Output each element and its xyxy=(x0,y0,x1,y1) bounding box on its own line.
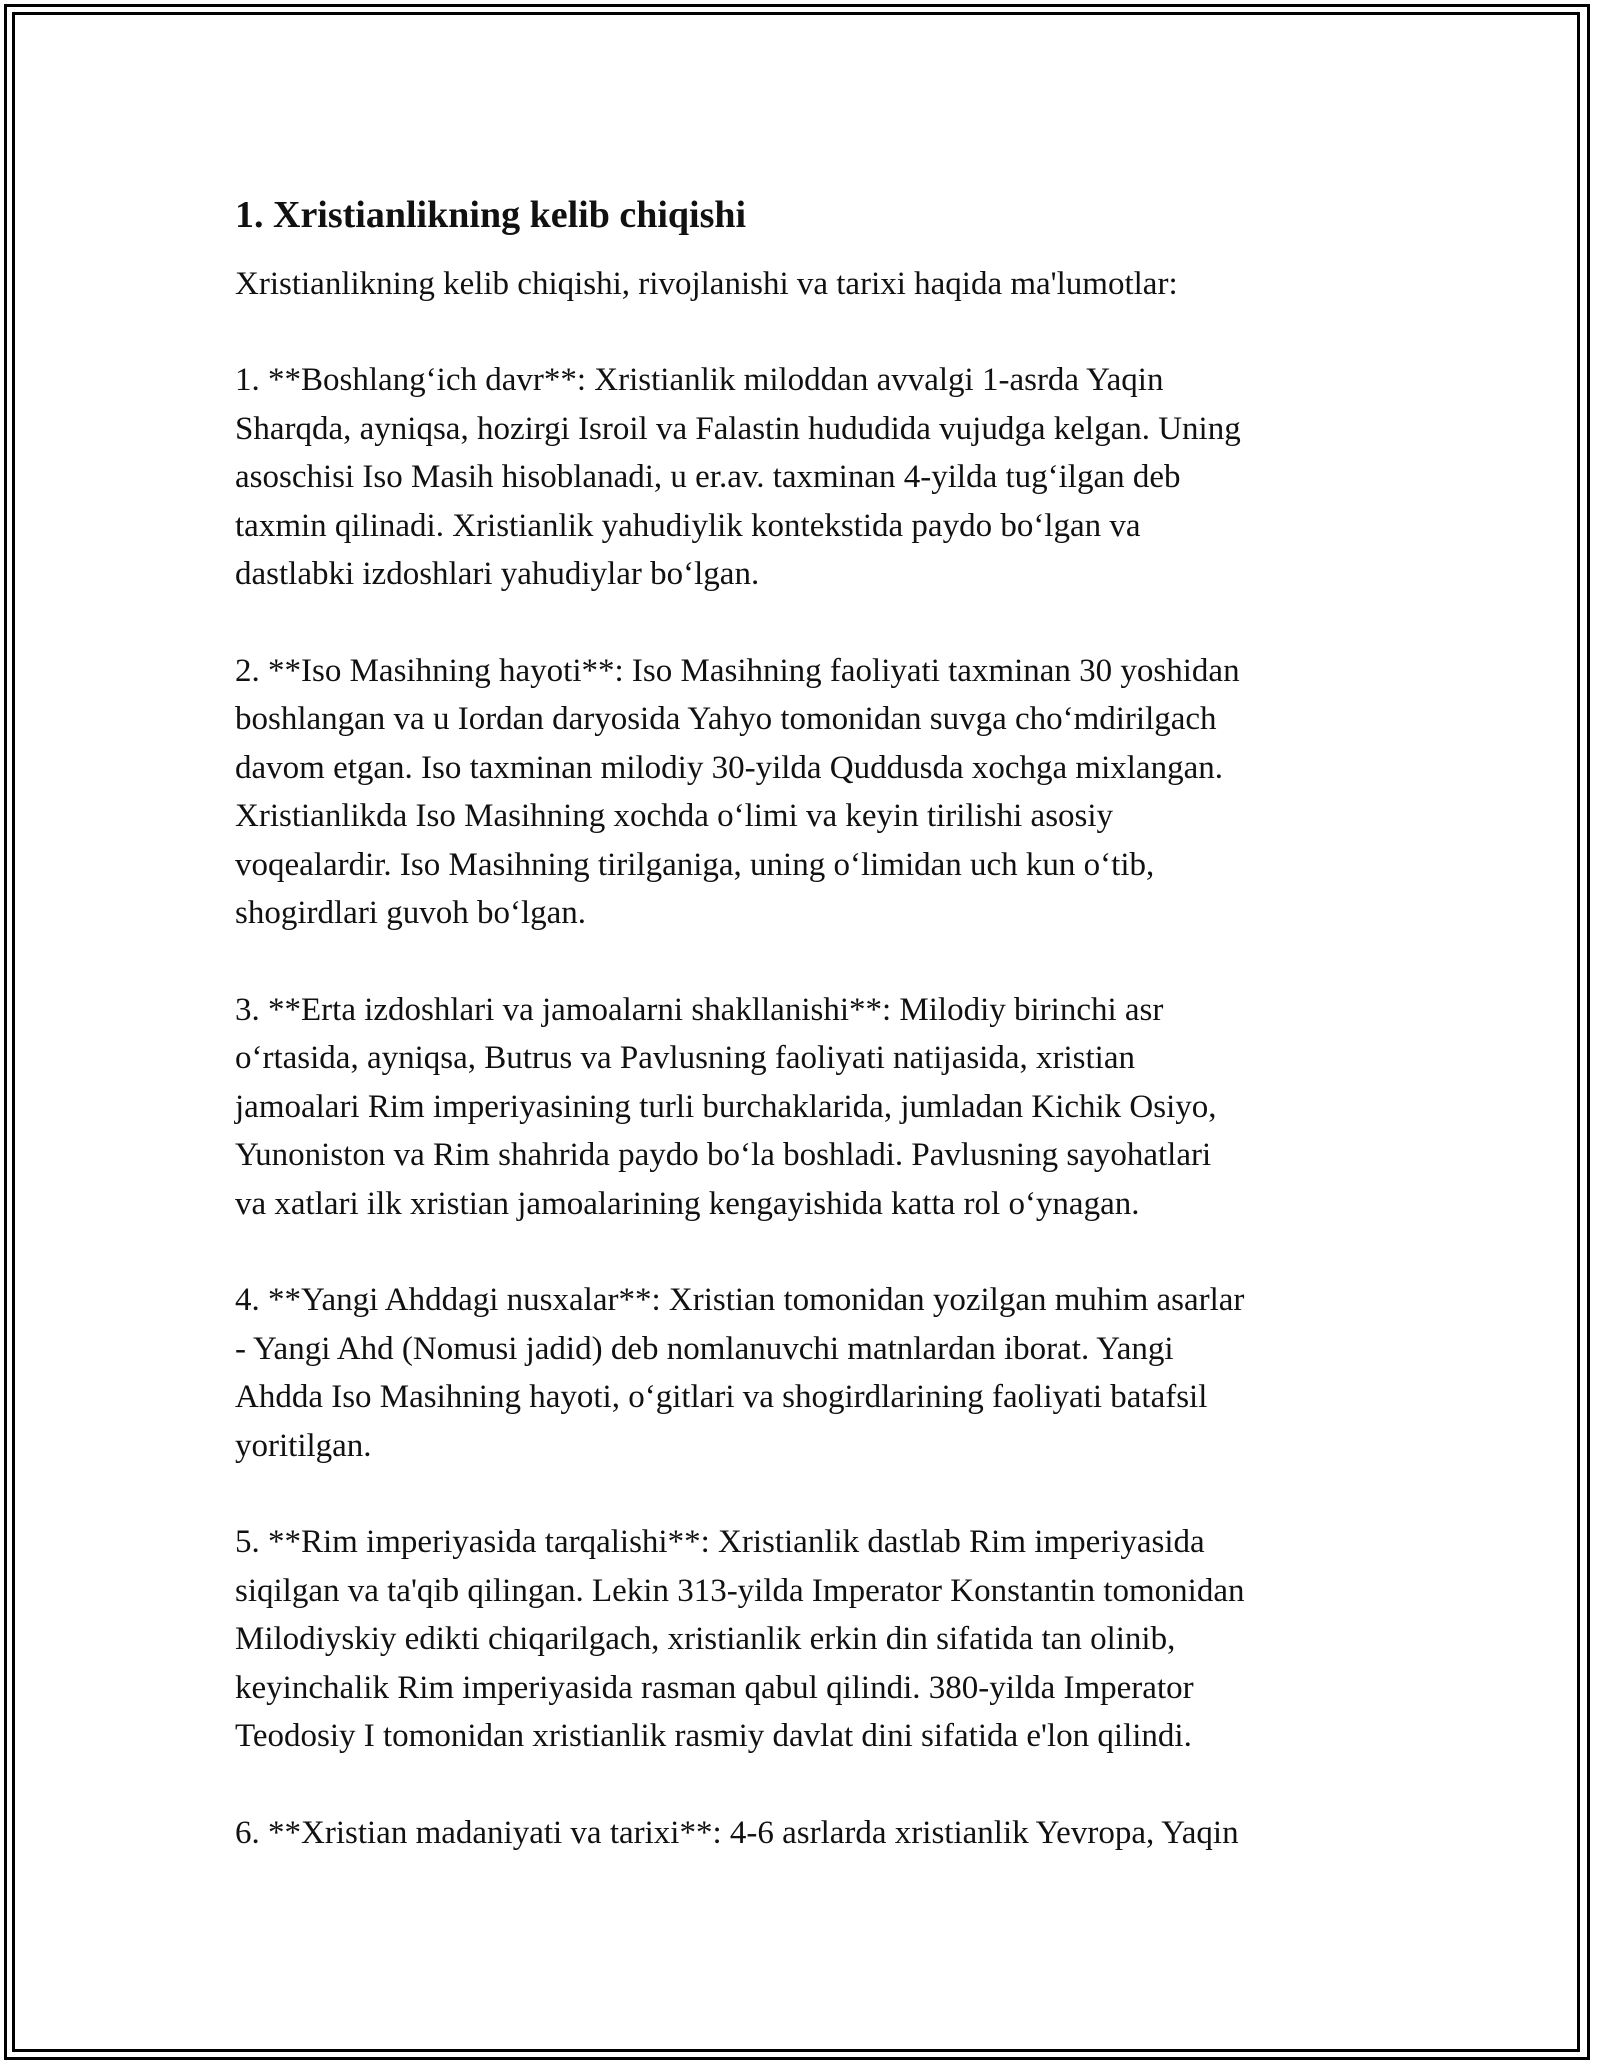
text-line: jamoalari Rim imperiyasining turli burchaklarida, jumladan Kichik Osiyo, xyxy=(235,1088,1217,1125)
text-line: o‘rtasida, ayniqsa, Butrus va Pavlusning faoliyati natijasida, xristian xyxy=(235,1040,1135,1076)
text-line: - Yangi Ahd (Nomusi jadid) deb nomlanuvchi matnlardan iborat. Yangi xyxy=(235,1330,1174,1367)
text-line: Sharqda, ayniqsa, hozirgi Isroil va Falastin hududida vujudga kelgan. Uning xyxy=(235,410,1241,447)
text-line: Ahdda Iso Masihning hayoti, o‘gitlari va shogirdlarining faoliyati batafsil xyxy=(235,1379,1208,1415)
text-line: shogirdlari guvoh bo‘lgan. xyxy=(235,895,587,931)
section-2 xyxy=(235,647,1385,938)
section-6 xyxy=(235,1809,1385,1858)
section-3 xyxy=(235,986,1385,1229)
text-line: taxmin qilinadi. Xristianlik yahudiylik kontekstida paydo bo‘lgan va xyxy=(235,507,1141,544)
text-line: 2. **Iso Masihning hayoti**: Iso Masihning faoliyati taxminan 30 yoshidan xyxy=(235,652,1240,689)
text-line: siqilgan va ta'qib qilingan. Lekin 313-yilda Imperator Konstantin tomonidan xyxy=(235,1572,1245,1609)
text-line: yoritilgan. xyxy=(235,1427,372,1464)
document-title: 1. Xristianlikning kelib chiqishi xyxy=(235,194,747,236)
text-line: Xristianlikda Iso Masihning xochda o‘limi va keyin tirilishi asosiy xyxy=(235,798,1114,834)
text-line: voqealardir. Iso Masihning tirilganiga, uning o‘limidan uch kun o‘tib, xyxy=(235,846,1155,883)
section-4 xyxy=(235,1276,1385,1470)
text-line: boshlangan va u Iordan daryosida Yahyo tomonidan suvga cho‘mdirilgach xyxy=(235,701,1217,737)
text-line: Milodiyskiy edikti chiqarilgach, xristianlik erkin din sifatida tan olinib, xyxy=(235,1621,1176,1657)
text-line: davom etgan. Iso taxminan milodiy 30-yilda Quddusda xochga mixlangan. xyxy=(235,749,1223,786)
text-line: 1. **Boshlang‘ich davr**: Xristianlik miloddan avvalgi 1-asrda Yaqin xyxy=(235,362,1164,398)
text-line: Teodosiy I tomonidan xristianlik rasmiy davlat dini sifatida e'lon qilindi. xyxy=(235,1718,1192,1754)
text-line: va xatlari ilk xristian jamoalarining kengayishida katta rol o‘ynagan. xyxy=(235,1185,1140,1222)
text-line: keyinchalik Rim imperiyasida rasman qabul qilindi. 380-yilda Imperator xyxy=(235,1669,1194,1706)
text-line: 4. **Yangi Ahddagi nusxalar**: Xristian tomonidan yozilgan muhim asarlar xyxy=(235,1282,1245,1318)
section-1 xyxy=(235,356,1385,599)
text-line: Yunoniston va Rim shahrida paydo bo‘la boshladi. Pavlusning sayohatlari xyxy=(235,1137,1212,1173)
document-body xyxy=(235,188,1385,1905)
document-intro: Xristianlikning kelib chiqishi, rivojlanishi va tarixi haqida ma'lumotlar: xyxy=(235,266,1178,302)
text-line: dastlabki izdoshlari yahudiylar bo‘lgan. xyxy=(235,556,760,592)
text-line: 6. **Xristian madaniyati va tarixi**: 4-6 asrlarda xristianlik Yevropa, Yaqin xyxy=(235,1814,1239,1851)
section-5 xyxy=(235,1518,1385,1761)
text-line: 5. **Rim imperiyasida tarqalishi**: Xristianlik dastlab Rim imperiyasida xyxy=(235,1524,1205,1560)
text-line: 3. **Erta izdoshlari va jamoalarni shakllanishi**: Milodiy birinchi asr xyxy=(235,991,1164,1028)
text-line: asoschisi Iso Masih hisoblanadi, u er.av. taxminan 4-yilda tug‘ilgan deb xyxy=(235,459,1181,495)
